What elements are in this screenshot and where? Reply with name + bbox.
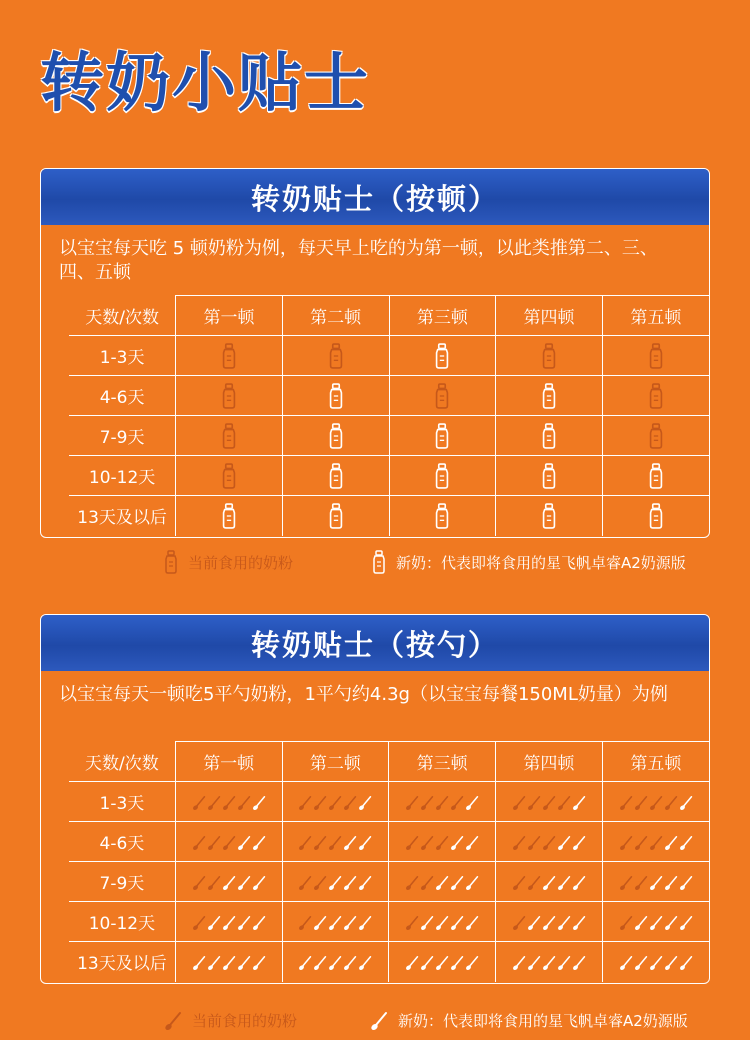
spoon-new-icon [192, 953, 206, 973]
spoon-cell [175, 822, 282, 862]
spoon-group [389, 791, 495, 813]
spoon-current-icon [619, 793, 633, 813]
spoon-new-icon [343, 953, 357, 973]
spoon-current-icon [527, 833, 541, 853]
row-label: 1-3天 [69, 782, 175, 822]
spoon-new-icon [420, 913, 434, 933]
spoon-group [176, 911, 282, 933]
meal-cell [282, 456, 389, 496]
spoon-new-icon [237, 913, 251, 933]
spoon-group [283, 791, 389, 813]
spoon-current-icon [619, 913, 633, 933]
spoon-new-icon [634, 953, 648, 973]
spoon-cell [602, 942, 709, 982]
spoon-new-icon [450, 873, 464, 893]
legend-current-spoon [164, 1010, 297, 1031]
spoon-group [389, 951, 495, 973]
bottle-current-icon [221, 343, 237, 369]
bottle-current-icon [648, 423, 664, 449]
spoon-new-icon [572, 873, 586, 893]
spoon-new-icon [557, 953, 571, 973]
spoon-new-icon [420, 953, 434, 973]
spoon-current-icon [298, 793, 312, 813]
spoon-cell [282, 902, 389, 942]
spoon-new-icon [664, 833, 678, 853]
table-row [69, 862, 709, 902]
spoon-group [603, 791, 709, 813]
spoon-new-icon [512, 953, 526, 973]
spoon-current-icon [313, 833, 327, 853]
spoon-new-icon [207, 953, 221, 973]
spoon-current-icon [298, 913, 312, 933]
legend-new-spoon [370, 1010, 688, 1031]
meal-cell [282, 376, 389, 416]
meal-schedule-table [69, 295, 709, 536]
spoon-new-icon [207, 913, 221, 933]
spoon-new-icon [679, 793, 693, 813]
spoon-new-icon [557, 873, 571, 893]
spoon-group [603, 871, 709, 893]
spoon-new-icon [252, 873, 266, 893]
spoon-new-icon [252, 793, 266, 813]
spoon-group [176, 831, 282, 853]
meal-cell [496, 336, 603, 376]
meal-cell [602, 456, 709, 496]
column-header: 第五顿 [602, 296, 709, 336]
spoon-cell [175, 782, 282, 822]
spoon-current-icon [222, 793, 236, 813]
spoon-new-icon [222, 953, 236, 973]
spoon-current-icon [634, 873, 648, 893]
column-header: 第三顿 [389, 742, 496, 782]
spoon-new-icon [222, 913, 236, 933]
spoon-current-icon [634, 793, 648, 813]
meal-cell [176, 496, 283, 536]
legend-new-text: 新奶：代表即将食用的星飞帆卓睿A2奶源版 [396, 553, 686, 572]
legend-new [372, 550, 686, 574]
spoon-new-icon [328, 953, 342, 973]
spoon-group [496, 911, 602, 933]
spoon-new-icon [343, 913, 357, 933]
table-header-row [69, 296, 709, 336]
spoon-cell [175, 942, 282, 982]
spoon-current-icon [420, 873, 434, 893]
table-row [69, 496, 709, 536]
bottle-new-icon [434, 463, 450, 489]
bottle-new-icon [541, 383, 557, 409]
spoon-new-icon [542, 953, 556, 973]
column-header: 第四顿 [496, 296, 603, 336]
bottle-new-icon [328, 463, 344, 489]
spoon-new-icon [435, 913, 449, 933]
bottle-current-icon [221, 423, 237, 449]
legend-current [164, 550, 293, 574]
meal-cell [282, 336, 389, 376]
bottle-new-icon [434, 503, 450, 529]
column-header: 第二顿 [282, 296, 389, 336]
bottle-new-icon [541, 423, 557, 449]
spoon-group [283, 871, 389, 893]
spoon-current-icon [328, 833, 342, 853]
spoon-new-icon [572, 913, 586, 933]
bottle-new-icon [541, 503, 557, 529]
card-heading: 转奶贴士（按勺） [41, 615, 709, 671]
bottle-new-icon [648, 463, 664, 489]
bottle-current-icon [221, 463, 237, 489]
tips-card-by-meal [40, 168, 710, 538]
spoon-group [603, 911, 709, 933]
spoon-current-icon [557, 793, 571, 813]
spoon-current-icon [649, 793, 663, 813]
spoon-new-icon [435, 873, 449, 893]
spoon-new-icon [465, 793, 479, 813]
spoon-current-icon [192, 793, 206, 813]
spoon-new-icon [557, 913, 571, 933]
table-row [69, 902, 709, 942]
spoon-group [496, 791, 602, 813]
spoon-current-icon [527, 793, 541, 813]
spoon-current-icon [192, 833, 206, 853]
column-header: 第二顿 [282, 742, 389, 782]
spoon-new-icon [542, 913, 556, 933]
table-row [69, 456, 709, 496]
spoon-cell [495, 942, 602, 982]
table-header-row [69, 742, 709, 782]
table-row [69, 822, 709, 862]
column-header: 第一顿 [175, 742, 282, 782]
spoon-cell [495, 862, 602, 902]
meal-cell [389, 416, 496, 456]
spoon-current-icon [619, 833, 633, 853]
spoon-new-icon [450, 833, 464, 853]
spoon-cell [389, 902, 496, 942]
bottle-current-icon [648, 383, 664, 409]
spoon-cell [602, 822, 709, 862]
card-description: 以宝宝每天一顿吃5平勺奶粉，1平勺约4.3g（以宝宝每餐150ML奶量）为例 [59, 684, 668, 705]
spoon-current-icon [512, 873, 526, 893]
bottle-new-icon [328, 423, 344, 449]
spoon-cell [389, 942, 496, 982]
meal-cell [496, 416, 603, 456]
spoon-new-icon [465, 873, 479, 893]
spoon-new-icon [679, 953, 693, 973]
column-header: 第一顿 [176, 296, 283, 336]
bottle-current-icon [648, 343, 664, 369]
column-header: 第五顿 [602, 742, 709, 782]
spoon-current-icon [328, 793, 342, 813]
spoon-current-icon [237, 793, 251, 813]
spoon-new-icon [557, 833, 571, 853]
spoon-new-icon [313, 953, 327, 973]
spoon-current-icon [222, 833, 236, 853]
spoon-cell [602, 902, 709, 942]
spoon-new-icon [664, 913, 678, 933]
spoon-cell [389, 862, 496, 902]
spoon-current-icon [298, 873, 312, 893]
spoon-group [176, 871, 282, 893]
spoon-current-icon [313, 793, 327, 813]
meal-cell [602, 416, 709, 456]
bottle-new-icon [648, 503, 664, 529]
spoon-cell [282, 862, 389, 902]
spoon-current-icon [405, 873, 419, 893]
spoon-cell [602, 862, 709, 902]
card-description: 以宝宝每天吃 5 顿奶粉为例，每天早上吃的为第一顿，以此类推第二、三、四、五顿 [59, 238, 658, 283]
meal-cell [282, 496, 389, 536]
legend-current-text: 当前食用的奶粉 [188, 553, 294, 572]
bottle-new-icon [328, 383, 344, 409]
spoon-new-icon [252, 953, 266, 973]
spoon-cell [282, 822, 389, 862]
spoon-cell [389, 782, 496, 822]
spoon-cell [602, 782, 709, 822]
spoon-current-icon [619, 873, 633, 893]
bottle-new-icon [328, 503, 344, 529]
spoon-new-icon [328, 873, 342, 893]
spoon-group [389, 911, 495, 933]
spoon-cell [282, 942, 389, 982]
row-label: 10-12天 [69, 902, 175, 942]
meal-cell [389, 336, 496, 376]
spoon-new-icon [252, 833, 266, 853]
table-row [69, 782, 709, 822]
spoon-current-icon [542, 833, 556, 853]
table-row [69, 336, 709, 376]
spoon-current-icon [405, 833, 419, 853]
bottle-current-icon [434, 383, 450, 409]
meal-cell [176, 336, 283, 376]
spoon-new-icon [634, 913, 648, 933]
meal-cell [602, 376, 709, 416]
spoon-new-icon [343, 873, 357, 893]
spoon-new-icon [572, 953, 586, 973]
meal-cell [602, 496, 709, 536]
spoon-current-icon [435, 833, 449, 853]
spoon-new-icon [343, 833, 357, 853]
spoon-new-icon [222, 873, 236, 893]
spoon-cell [175, 862, 282, 902]
legend-current-text: 当前食用的奶粉 [192, 1012, 298, 1030]
spoon-current-icon [405, 793, 419, 813]
meal-cell [176, 376, 283, 416]
bottle-current-icon [328, 343, 344, 369]
spoon-new-icon [649, 913, 663, 933]
table-row [69, 416, 709, 456]
spoon-group [389, 831, 495, 853]
row-label: 13天及以后 [69, 496, 176, 536]
spoon-current-icon [207, 793, 221, 813]
spoon-group [496, 951, 602, 973]
spoon-cell [282, 782, 389, 822]
meal-cell [176, 456, 283, 496]
spoon-new-icon [679, 913, 693, 933]
tips-card-by-spoon [40, 614, 710, 984]
spoon-new-icon [649, 873, 663, 893]
row-label: 4-6天 [69, 376, 176, 416]
spoon-current-icon [405, 913, 419, 933]
spoon-group [283, 831, 389, 853]
meal-cell [602, 336, 709, 376]
spoon-group [496, 831, 602, 853]
table-row [69, 942, 709, 982]
spoon-cell [495, 822, 602, 862]
spoon-new-icon [370, 1011, 388, 1031]
spoon-group [496, 871, 602, 893]
card-heading: 转奶贴士（按顿） [41, 169, 709, 225]
spoon-new-icon [572, 833, 586, 853]
spoon-group [603, 951, 709, 973]
column-header: 天数/次数 [69, 296, 176, 336]
spoon-new-icon [527, 913, 541, 933]
meal-cell [496, 496, 603, 536]
spoon-new-icon [435, 953, 449, 973]
spoon-new-icon [649, 953, 663, 973]
spoon-current-icon [192, 913, 206, 933]
spoon-new-icon [619, 953, 633, 973]
table-row [69, 376, 709, 416]
spoon-current-icon [343, 793, 357, 813]
spoon-new-icon [450, 953, 464, 973]
spoon-current-icon [512, 913, 526, 933]
spoon-group [176, 951, 282, 973]
spoon-current-icon [207, 833, 221, 853]
bottle-current-icon [164, 550, 178, 574]
spoon-current-icon [298, 833, 312, 853]
spoon-current-icon [649, 833, 663, 853]
spoon-current-icon [192, 873, 206, 893]
meal-cell [496, 376, 603, 416]
legend-new-text: 新奶：代表即将食用的星飞帆卓睿A2奶源版 [398, 1012, 688, 1030]
spoon-new-icon [237, 873, 251, 893]
row-label: 13天及以后 [69, 942, 175, 982]
spoon-new-icon [358, 873, 372, 893]
spoon-new-icon [679, 833, 693, 853]
bottle-new-icon [372, 550, 386, 574]
spoon-current-icon [450, 793, 464, 813]
row-label: 7-9天 [69, 416, 176, 456]
row-label: 7-9天 [69, 862, 175, 902]
spoon-current-icon [664, 793, 678, 813]
spoon-cell [495, 902, 602, 942]
spoon-new-icon [237, 953, 251, 973]
meal-cell [176, 416, 283, 456]
spoon-new-icon [465, 913, 479, 933]
spoon-new-icon [664, 873, 678, 893]
spoon-new-icon [679, 873, 693, 893]
row-label: 10-12天 [69, 456, 176, 496]
spoon-cell [495, 782, 602, 822]
spoon-new-icon [358, 953, 372, 973]
column-header: 第三顿 [389, 296, 496, 336]
spoon-new-icon [572, 793, 586, 813]
spoon-new-icon [328, 913, 342, 933]
spoon-new-icon [313, 913, 327, 933]
column-header: 第四顿 [495, 742, 602, 782]
row-label: 1-3天 [69, 336, 176, 376]
spoon-current-icon [313, 873, 327, 893]
spoon-new-icon [358, 913, 372, 933]
column-header: 天数/次数 [69, 742, 175, 782]
spoon-current-icon [420, 793, 434, 813]
spoon-group [283, 951, 389, 973]
spoon-new-icon [405, 953, 419, 973]
spoon-new-icon [358, 833, 372, 853]
bottle-new-icon [541, 463, 557, 489]
meal-cell [389, 456, 496, 496]
spoon-group [603, 831, 709, 853]
meal-cell [496, 456, 603, 496]
page-title: 转奶小贴士 [40, 47, 370, 121]
spoon-cell [175, 902, 282, 942]
spoon-current-icon [435, 793, 449, 813]
spoon-current-icon [634, 833, 648, 853]
spoon-new-icon [542, 873, 556, 893]
spoon-current-icon [420, 833, 434, 853]
row-label: 4-6天 [69, 822, 175, 862]
spoon-new-icon [252, 913, 266, 933]
spoon-group [176, 791, 282, 813]
spoon-new-icon [465, 833, 479, 853]
meal-cell [389, 496, 496, 536]
spoon-new-icon [237, 833, 251, 853]
bottle-new-icon [434, 343, 450, 369]
spoon-cell [389, 822, 496, 862]
spoon-current-icon [542, 793, 556, 813]
spoon-current-icon [527, 873, 541, 893]
spoon-new-icon [358, 793, 372, 813]
spoon-new-icon [298, 953, 312, 973]
spoon-current-icon [512, 833, 526, 853]
bottle-current-icon [221, 383, 237, 409]
spoon-new-icon [465, 953, 479, 973]
bottle-new-icon [434, 423, 450, 449]
spoon-schedule-table [69, 741, 709, 982]
spoon-current-icon [512, 793, 526, 813]
spoon-group [283, 911, 389, 933]
spoon-current-icon [207, 873, 221, 893]
bottle-new-icon [221, 503, 237, 529]
bottle-current-icon [541, 343, 557, 369]
spoon-group [389, 871, 495, 893]
spoon-new-icon [664, 953, 678, 973]
meal-cell [389, 376, 496, 416]
spoon-new-icon [527, 953, 541, 973]
meal-cell [282, 416, 389, 456]
spoon-current-icon [164, 1011, 182, 1031]
spoon-new-icon [450, 913, 464, 933]
